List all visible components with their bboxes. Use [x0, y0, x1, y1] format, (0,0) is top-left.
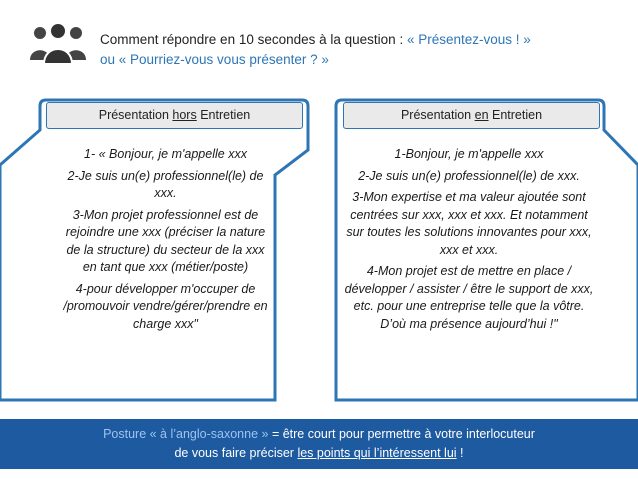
left-item-1: 1- « Bonjour, je m'appelle xxx — [84, 147, 247, 161]
right-item-4: 4-Mon projet est de mettre en place / développer / assister / être le support de xxx, etc. pour une entreprise telle que la vôtre. D’où ma présence aujourd’hui !" — [344, 264, 594, 331]
footer-posture: Posture « à l’anglo-saxonne » — [103, 427, 272, 441]
left-item-3: 3-Mon projet professionnel est de rejoindre une xxx (préciser la nature de la structure) du secteur de la xxx en tant que xxx (métier/poste) — [65, 207, 266, 274]
footer-end: ! — [456, 446, 464, 460]
footer-banner — [0, 419, 638, 469]
footer-text-2: de vous faire préciser — [174, 446, 298, 460]
right-column — [342, 146, 596, 337]
title-prefix: Comment répondre en 10 secondes à la question : — [100, 32, 407, 47]
right-item-2: 2-Je suis un(e) professionnel(le) de xxx. — [358, 168, 580, 183]
left-item-2: 2-Je suis un(e) professionnel(le) de xxx. — [67, 168, 264, 200]
right-item-1: 1-Bonjour, je m'appelle xxx — [394, 147, 544, 161]
right-item-3: 3-Mon expertise et ma valeur ajoutée sont centrées sur xxx, xxx et xxx. Et notamment sur toutes les solutions innovantes pour xxx, xxx et xxx. — [346, 190, 592, 257]
footer-underlined: les points qui l’intéressent lui — [297, 446, 457, 460]
right-panel-header: Présentation en Entretien — [343, 102, 600, 129]
footer-text-1: = être court pour permettre à votre interlocuteur — [271, 427, 535, 441]
title-quote-2: ou « Pourriez-vous vous présenter ? » — [100, 52, 329, 67]
left-panel-header: Présentation hors Entretien — [46, 102, 303, 129]
title-quote-1: « Présentez-vous ! » — [406, 32, 531, 47]
left-column — [58, 146, 273, 337]
left-item-4: 4-pour développer m'occuper de /promouvoir vendre/gérer/prendre en charge xxx" — [63, 281, 268, 331]
